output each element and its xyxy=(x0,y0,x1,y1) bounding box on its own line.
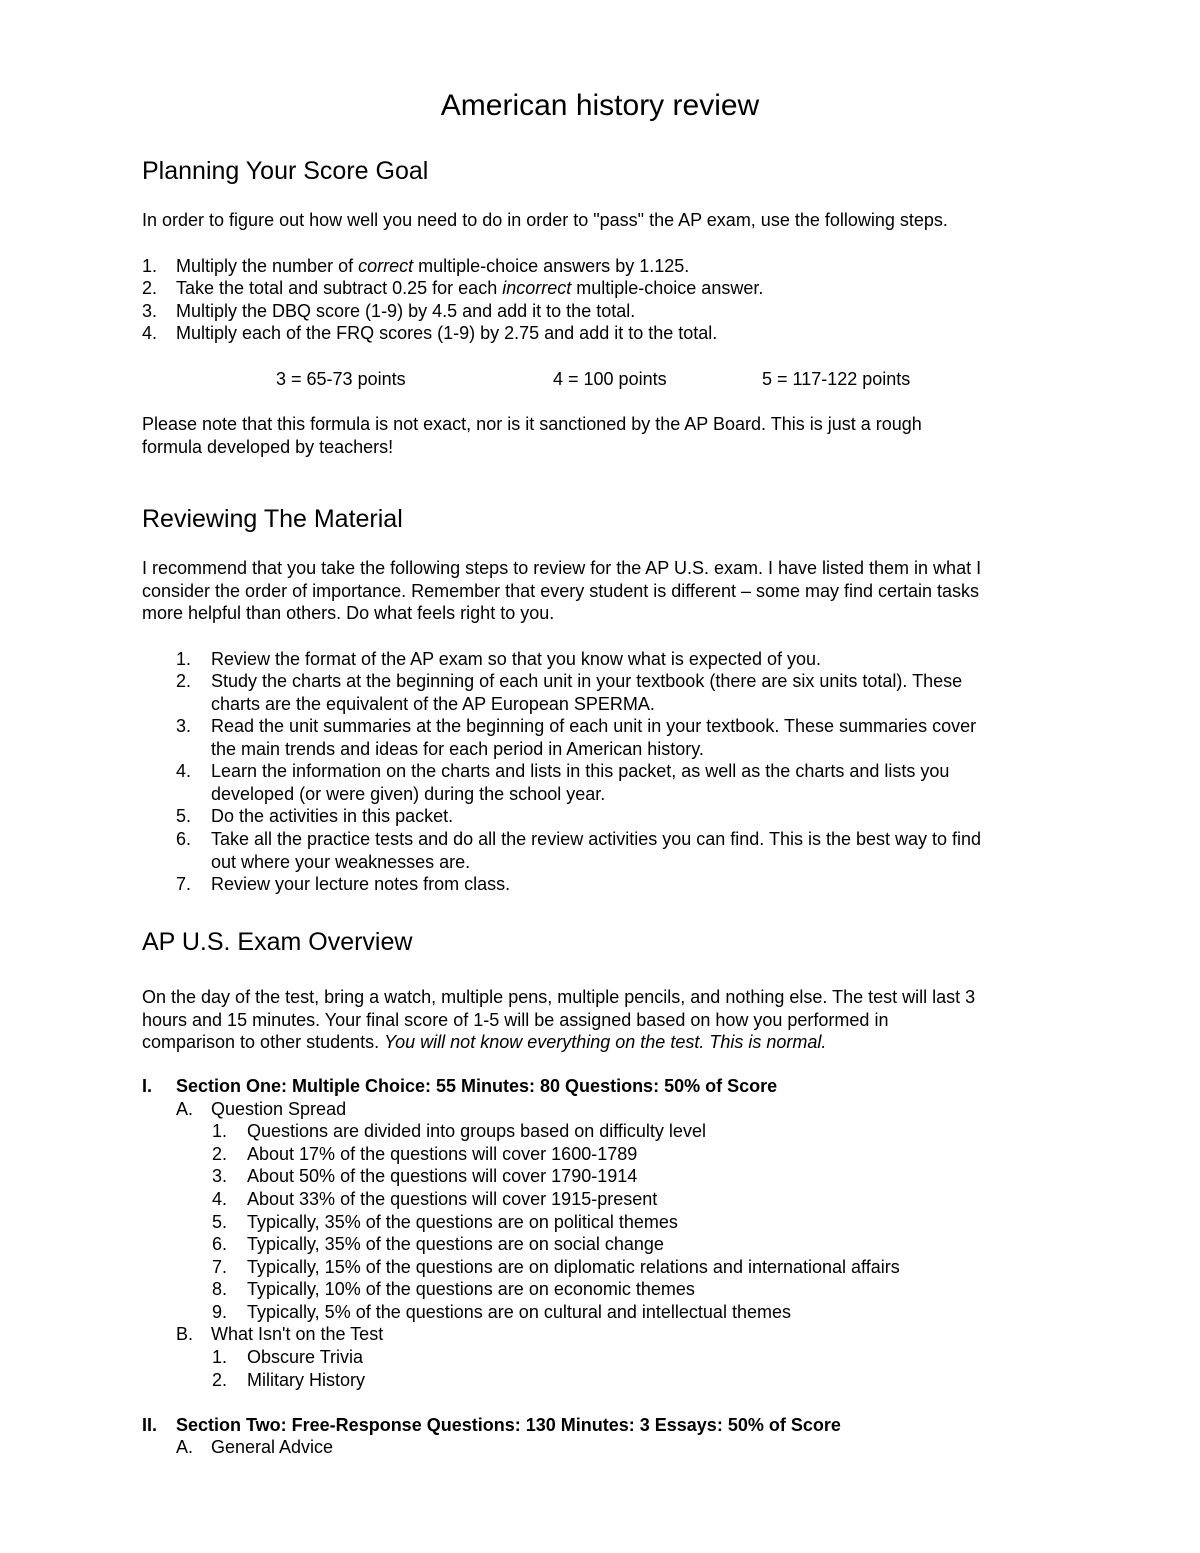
overview-heading: AP U.S. Exam Overview xyxy=(142,928,413,956)
score-5: 5 = 117-122 points xyxy=(762,369,911,389)
reviewing-intro-line: more helpful than others. Do what feels right to you. xyxy=(142,603,555,623)
planning-heading: Planning Your Score Goal xyxy=(142,157,429,185)
reviewing-heading: Reviewing The Material xyxy=(142,505,403,533)
score-3: 3 = 65-73 points xyxy=(276,369,406,389)
reviewing-intro-line: consider the order of importance. Remember that every student is different – some may find certain tasks xyxy=(142,581,980,601)
document-page: American history review Planning Your Score Goal In order to figure out how well you need to do in order to "pass" the AP exam, use the following steps. 1. Multiply the number of correct multiple-choice answers by 1.125. 2. Take the total and subtract 0.25 for each incorrect multiple-choice answer. 3. Multiply the DBQ score (1-9) by 4.5 and add it to the total. 4. Multiply each of the FRQ scores (1-9) by 2.75 and add it to the total. 3 = 65-73 points 4 = 100 points 5 = 117-122 points Please note that this formula is not exact, nor is it sanctioned by the AP Board. This is just a rough formula developed by teachers! Reviewing The Material I recommend that you take the following steps to review for the AP U.S. exam. I have listed them in what I consider the order of importance. Remember that every student is different – some may find certain tasks more helpful than others. Do what feels right to you. 1. Review the format of the AP exam so that you know what is expected of you. 2. Study the charts at the beginning of each unit in your textbook (there are six units total). These charts are the equivalent of the AP European SPERMA. 3. Read the unit summaries at the beginning of each unit in your textbook. These summaries cover the main trends and ideas for each period in American history. 4. Learn the information on the charts and lists in this packet, as well as the charts and lists you developed (or were given) during the school year. 5. Do the activities in this packet. 6. Take all the practice tests and do all the review activities you can find. This is the best way to find out where your weaknesses are. 7. Review your lecture notes from class. AP U.S. Exam Overview On the day of the test, bring a watch, multiple pens, multiple pencils, and nothing else. The test will last 3 hours and 15 minutes. Your final score of 1-5 will be assigned based on how you performed in comparison to other students. You will not know everything on the test. This is normal. I. Section One: Multiple Choice: 55 Minutes: 80 Questions: 50% of Score A. Question Spread 1. Questions are divided into groups based on difficulty level 2. About 17% of the questions will cover 1600-1789 3. About 50% of the questions will cover 1790-1914 4. About 33% of the questions will cover 1915-present 5. Typically, 35% of the questions are on political themes 6. Typically, 35% of the questions are on social change 7. Typically, 15% of the questions are on diplomatic relations and international affairs 8. Typically, 10% of the questions are on economic themes 9. Typically, 5% of the questions are on cultural and intellectual themes B. What Isn't on the Test 1. Obscure Trivia 2. Military History II. Section Two: Free-Response Questions: 130 Minutes: 3 Essays: 50% of Score A. General Advice xyxy=(0,0,1200,1553)
score-4: 4 = 100 points xyxy=(553,369,667,389)
reviewing-intro-line: I recommend that you take the following steps to review for the AP U.S. exam. I have listed them in what I xyxy=(142,558,982,578)
overview-intro-line: hours and 15 minutes. Your final score of 1-5 will be assigned based on how you performed in xyxy=(142,1010,889,1030)
overview-intro-line: comparison to other students. You will not know everything on the test. This is normal. xyxy=(142,1032,827,1052)
planning-note-line: formula developed by teachers! xyxy=(142,437,394,457)
planning-intro: In order to figure out how well you need to do in order to "pass" the AP exam, use the following steps. xyxy=(142,210,948,230)
planning-note-line: Please note that this formula is not exact, nor is it sanctioned by the AP Board. This is just a rough xyxy=(142,414,922,434)
overview-intro-line: On the day of the test, bring a watch, multiple pens, multiple pencils, and nothing else. The test will last 3 xyxy=(142,987,976,1007)
document-title: American history review xyxy=(440,89,760,122)
